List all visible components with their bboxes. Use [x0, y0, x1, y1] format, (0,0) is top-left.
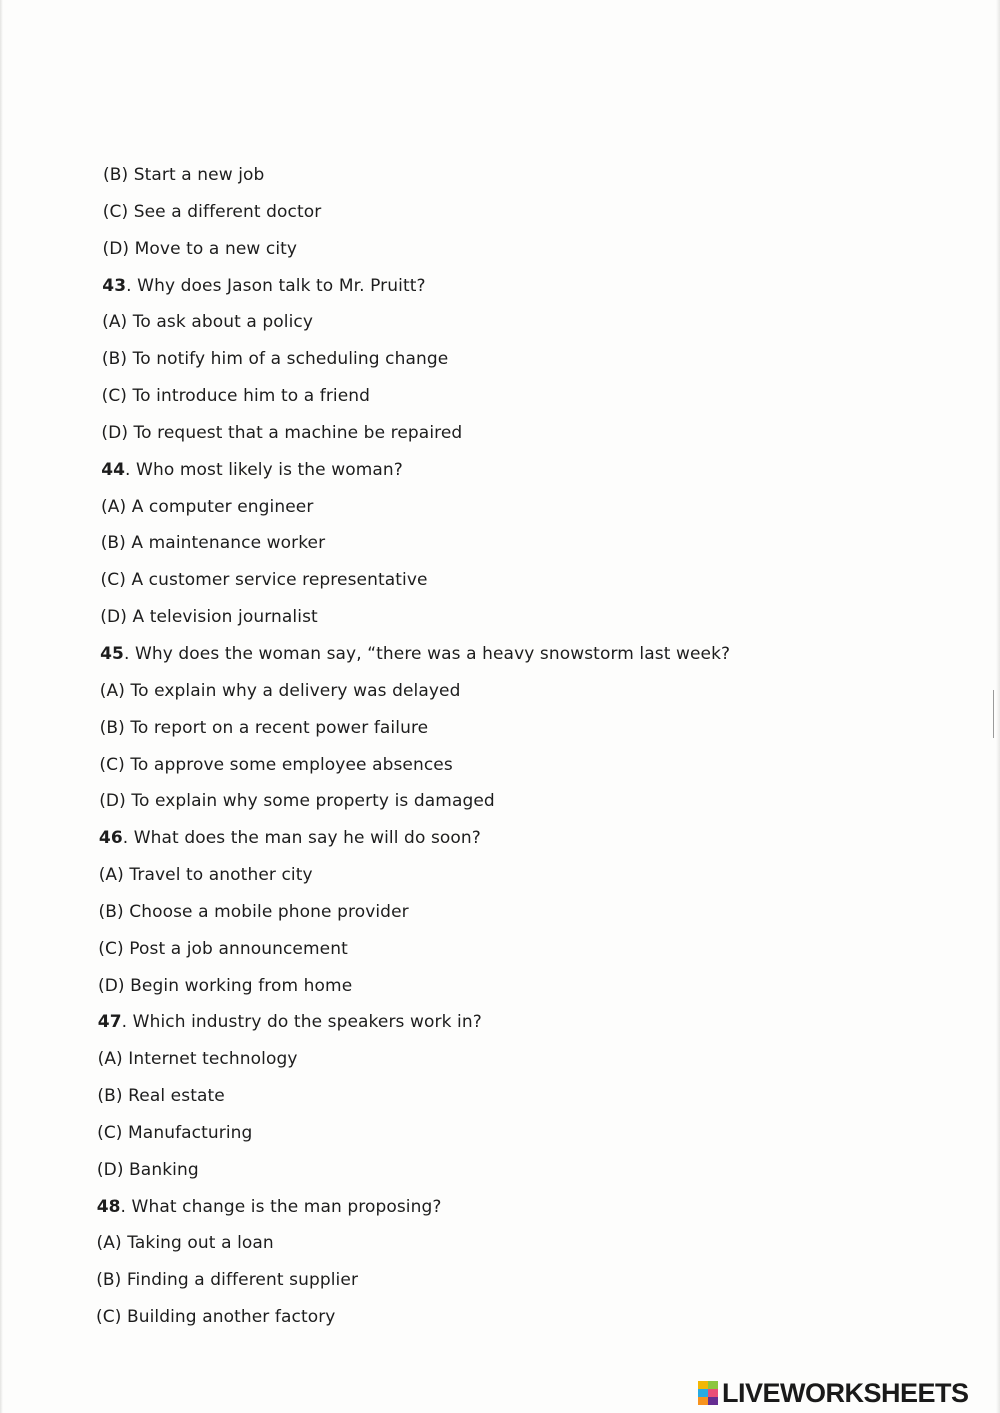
answer-option	[0, 968, 1000, 1005]
answer-option	[0, 710, 1000, 747]
option-text: (C) A customer service representative	[100, 570, 428, 591]
option-text: (C) Building another factory	[96, 1307, 336, 1328]
answer-option	[0, 341, 1000, 378]
option-text: (B) Finding a different supplier	[96, 1270, 359, 1291]
question-text: . Why does the woman say, “there was a heavy snowstorm last week?	[123, 643, 731, 664]
logo-tile	[708, 1389, 718, 1397]
logo-tile	[708, 1381, 718, 1389]
logo-tile	[698, 1397, 708, 1405]
question-list	[0, 157, 1000, 1336]
option-text: (A) Internet technology	[97, 1049, 298, 1070]
option-text: (B) Choose a mobile phone provider	[98, 901, 409, 922]
logo-tile	[698, 1389, 708, 1397]
answer-option	[0, 1262, 1000, 1299]
question-48	[0, 1189, 1000, 1226]
answer-option	[0, 489, 1000, 526]
answer-option	[0, 304, 1000, 341]
option-text: (C) See a different doctor	[102, 201, 322, 222]
option-text: (D) Begin working from home	[98, 975, 353, 996]
answer-option	[0, 415, 1000, 452]
question-text: . What does the man say he will do soon?	[122, 828, 481, 849]
option-text: (D) Move to a new city	[102, 238, 298, 259]
answer-option	[0, 1225, 1000, 1262]
question-46	[0, 820, 1000, 857]
question-number: 43	[102, 275, 127, 296]
answer-option	[0, 1152, 1000, 1189]
option-text: (B) A maintenance worker	[100, 533, 326, 554]
answer-option	[0, 1078, 1000, 1115]
option-text: (A) To explain why a delivery was delayed	[99, 680, 461, 701]
logo-text: LIVEWORKSHEETS	[722, 1377, 969, 1408]
answer-option	[0, 194, 1000, 231]
answer-option	[0, 157, 1000, 194]
option-text: (A) A computer engineer	[101, 496, 314, 517]
question-text: . What change is the man proposing?	[120, 1196, 442, 1217]
option-text: (A) Taking out a loan	[96, 1233, 274, 1254]
option-text: (C) To approve some employee absences	[99, 754, 453, 775]
liveworksheets-logo-icon	[698, 1381, 718, 1405]
option-text: (D) Banking	[96, 1159, 199, 1180]
question-47	[0, 1004, 1000, 1041]
question-number: 46	[98, 828, 123, 849]
answer-option	[0, 378, 1000, 415]
question-44	[0, 452, 1000, 489]
option-text: (C) Manufacturing	[97, 1122, 253, 1143]
logo-tile	[708, 1397, 718, 1405]
answer-option	[0, 857, 1000, 894]
question-number: 45	[100, 643, 124, 664]
question-number: 48	[96, 1196, 121, 1217]
option-text: (B) Start a new job	[103, 165, 265, 185]
question-45	[0, 636, 1000, 673]
option-text: (D) To request that a machine be repaired	[101, 422, 463, 443]
answer-option	[0, 783, 1000, 820]
answer-option	[0, 894, 1000, 931]
question-number: 47	[97, 1012, 122, 1033]
option-text: (B) Real estate	[97, 1086, 225, 1107]
option-text: (A) Travel to another city	[98, 865, 313, 886]
answer-option	[0, 599, 1000, 636]
answer-option	[0, 1115, 1000, 1152]
question-text: . Who most likely is the woman?	[125, 459, 403, 480]
option-text: (D) To explain why some property is damaged	[99, 791, 495, 812]
option-text: (B) To report on a recent power failure	[99, 717, 429, 738]
answer-option	[0, 562, 1000, 599]
question-43	[0, 268, 1000, 305]
question-text: . Why does Jason talk to Mr. Pruitt?	[126, 275, 426, 296]
question-text: . Which industry do the speakers work in?	[121, 1012, 482, 1033]
option-text: (A) To ask about a policy	[102, 312, 314, 333]
answer-option	[0, 1041, 1000, 1078]
answer-option	[0, 747, 1000, 784]
liveworksheets-logo	[698, 1378, 969, 1408]
answer-option	[0, 931, 1000, 968]
option-text: (C) To introduce him to a friend	[101, 386, 371, 407]
answer-option	[0, 525, 1000, 562]
answer-option	[0, 673, 1000, 710]
option-text: (B) To notify him of a scheduling change	[101, 349, 449, 370]
option-text: (C) Post a job announcement	[98, 938, 348, 959]
question-number: 44	[101, 459, 126, 480]
answer-option	[0, 1299, 1000, 1336]
answer-option	[0, 231, 1000, 268]
logo-tile	[698, 1381, 708, 1389]
option-text: (D) A television journalist	[100, 607, 318, 628]
